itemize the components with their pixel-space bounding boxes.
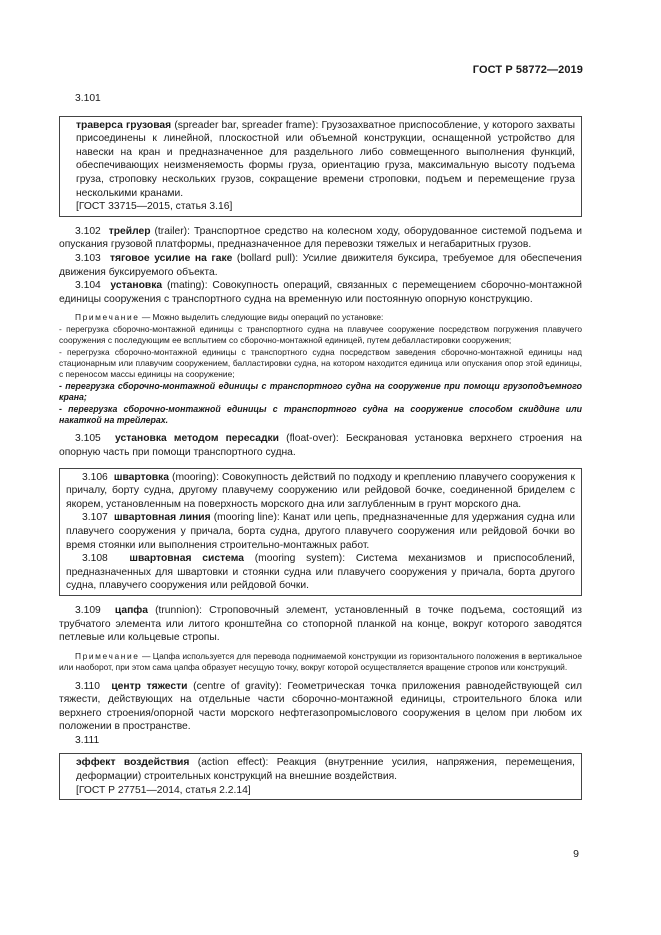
term-name: швартовная линия [113,512,211,524]
term-3-102: 3.102 трейлер (trailer): Транспортное средство на колесном ходу, оборудованное системой подъема и опускания грузовой платформы, предназначенное для перевозки тяжелых и негабаритных грузов. [59,225,582,251]
term-name: установка методом пересадки [115,433,279,445]
note-item: - перегрузка сборочно-монтажной единицы с транспортного судна посредством заведения сборочно-монтажной единицы над стационарным или плавучим сооружением, балластировки судна, на котором находится единица или опускания опор этой единицы, с переносом массы единицы на сооружение; [59,346,582,380]
term-box-3-106-3-108 [59,468,582,596]
document-body [59,92,582,808]
term-definition [76,119,575,201]
term-definition: эффект воздействия (action effect): Реакция (внутренние усилия, напряжения, перемещения, деформации) строительных конструкций на внешние воздействия. [76,757,575,783]
term-3-105: 3.105 установка методом пересадки (float-over): Бескрановая установка верхнего строения на опорную часть при помощи транспортного судна. [59,433,582,458]
note-3-109: Примечание — Цапфа используется для перевода поднимаемой конструкции из горизонтального положения в вертикальное или наоборот, при этом сама цапфа образует несущую точку, вокруг которой осуществляется вращение стропов или конструкций. [59,650,582,673]
term-name: швартовка [113,471,169,483]
term-reference: [ГОСТ Р 27751—2014, статья 2.2.14] [76,784,251,796]
term-number: 3.111 [75,734,100,746]
term-english: (spreader bar, spreader frame): [174,119,319,131]
term-3-110: 3.110 центр тяжести (centre of gravity): Геометрическая точка приложения равнодействующей сил тяжести, действующих на отдельные части сборочно-монтажной единицы, строительного блока или верхнего строения/опорной части морского нефтегазопромыслового сооружения в целом при любом их положении в пространстве. [59,680,582,733]
term-3-108: 3.108 швартовная система (mooring system): Система механизмов и приспособлений, предназначенных для швартовки и стоянки судна или плавучего сооружения у причала, борта другого судна, плавучего сооружения или рейдовой бочки. [66,553,575,592]
term-3-106: 3.106 швартовка (mooring): Совокупность действий по подходу и креплению плавучего сооружения к причалу, борту судна, другому плавучему сооружению или рейдовой бочке, соединенной бриделем с якорем, установленным на поверхность морского дна или заглубленным в грунт морского дна. [66,471,575,510]
term-number: 3.101 [75,93,101,104]
note-label: Примечание [75,312,140,323]
term-3-104: 3.104 установка (mating): Совокупность операций, связанных с перемещением сборочно-монтажной единицы сооружения с транспортного судна на временную или постоянную опорную конструкцию. [59,280,582,305]
term-box-3-101 [59,116,582,217]
term-name: эффект воздействия [76,757,190,769]
term-3-103: 3.103 тяговое усилие на гаке (bollard pull): Усилие движителя буксира, требуемое для обеспечения движения буксируемого объекта. [59,252,582,278]
note-label: Примечание [75,650,140,661]
term-box-3-111 [59,753,582,800]
term-name: центр тяжести [111,680,188,692]
term-name: трейлер [108,225,151,237]
term-3-107: 3.107 швартовная линия (mooring line): Канат или цепь, предназначенные для удержания судна или плавучего сооружения у причала, борта судна, другого плавучего сооружения или рейдовой бочки во время стоянки или выполнения строительно-монтажных работ. [66,512,575,551]
term-name: цапфа [114,604,149,616]
document-header: ГОСТ Р 58772—2019 [472,64,583,76]
note-item: - перегрузка сборочно-монтажной единицы с транспортного судна на сооружение способом скиддинг или накаткой на трейлерах. [59,403,582,425]
term-name: швартовная система [129,553,244,565]
note-3-104: Примечание — Можно выделить следующие виды операций по установке: [75,312,384,323]
note-item: - перегрузка сборочно-монтажной единицы с транспортного судна на плавучее сооружение посредством погружения плавучего сооружения с последующим ее всплытием со сборочно-монтажной единицей, путем дебалластировки сооружения; [59,323,582,346]
term-name: тяговое усилие на гаке [109,252,233,264]
term-name: траверса грузовая [76,119,172,131]
term-reference: [ГОСТ 33715—2015, статья 3.16] [76,201,233,213]
term-text: Грузозахватное приспособление, у которого захваты присоединены к линейной, плоскостной или объемной конструкции, оснащенной устройство для навески на кран и предназначенное для раздельного либо совмещенного выполнения функций, обеспечивающих неизменяемость формы груза, ориентацию груза, максимальную высоту подъема груза, строповку нескольких грузов, сокращение времени строповки, подъем и перемещение груза несколькими кранами. [76,119,575,199]
page-number: 9 [573,848,579,860]
term-3-109: 3.109 цапфа (trunnion): Строповочный элемент, установленный в точке подъема, состоящий из трубчатого элемента или литого кронштейна со стопорной планкой на конце, вокруг которого заводятся петлевые или кольцевые стропы. [59,604,582,644]
note-item: - перегрузка сборочно-монтажной единицы с транспортного судна на сооружение при помощи грузоподъемного крана; [59,380,582,403]
term-name: установка [110,280,163,292]
